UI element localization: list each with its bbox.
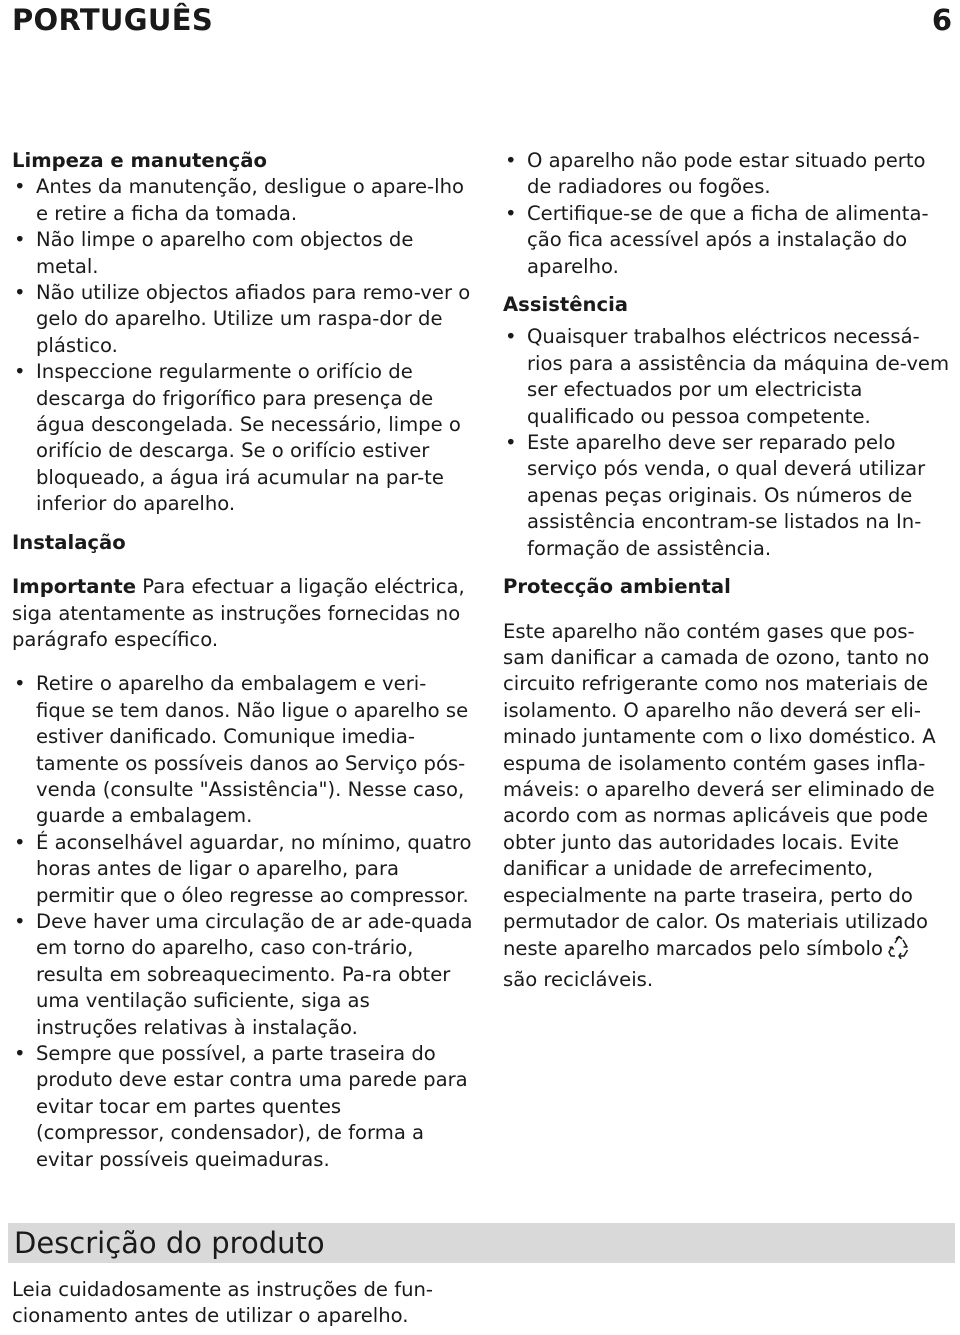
list-item: • Inspeccione regularmente o orifício de descarga do frigorífico para presença de água descongelada. Se necessário, limpe o orifício de descarga. Se o orifício estiver bloqueado, a água irá acumular na par-te inferior do aparelho. [12,359,474,517]
product-title: Descrição do produto [14,1226,325,1260]
cleaning-list [12,174,474,517]
environment-body: Este aparelho não contém gases que pos-sam danificar a camada de ozono, tanto no circuito refrigerante como nos materiais de isolamento. O aparelho não deverá ser eli-minado juntamente com o lixo doméstico. A espuma de isolamento contém gases infla-máveis: o aparelho deverá ser eliminado de acordo com as normas aplicáveis que pode obter junto das autoridades locais. Evite danificar a unidade de arrefecimento, especialmente na parte traseira, perto do permutador de calor. Os materiais utilizado neste aparelho marcados pelo símbolo [503,619,936,961]
list-item: • Sempre que possível, a parte traseira do produto deve estar contra uma parede para evitar tocar em partes quentes (compressor, condensador), de forma a evitar possíveis queimaduras. [12,1041,474,1173]
list-item: • Retire o aparelho da embalagem e veri-fique se tem danos. Não ligue o aparelho se estiver danificado. Comunique imedia-tamente os possíveis danos ao Serviço pós-venda (consulte "Assistência"). Nesse caso, guarde a embalagem. [12,671,474,829]
list-item: • É aconselhável aguardar, no mínimo, quatro horas antes de ligar o aparelho, para permitir que o óleo regresse ao compressor. [12,830,474,909]
section-title-installation: Instalação [12,530,126,554]
important-text: Para efectuar a ligação eléctrica, siga atentamente as instruções fornecidas no parágrafo específico. [12,575,465,651]
section-title-environment: Protecção ambiental [503,575,731,599]
important-label: Importante [12,575,137,599]
language-title: PORTUGUÊS [12,3,214,37]
section-title-cleaning: Limpeza e manutenção [12,149,267,172]
installation-continued-list [503,148,955,280]
list-item: • O aparelho não pode estar situado perto de radiadores ou fogões. [503,148,955,201]
important-note [12,574,474,653]
list-item: • Deve haver uma circulação de ar ade-quada em torno do aparelho, caso con-trário, resulta em sobreaquecimento. Pa-ra obter uma ventilação suficiente, siga as instruções relativas à instalação. [12,909,474,1041]
environment-text [503,619,955,994]
product-text: Leia cuidadosamente as instruções de fun-cionamento antes de utilizar o aparelho. [12,1278,433,1328]
list-item: • Quaisquer trabalhos eléctricos necessá-rios para a assistência da máquina de-vem ser efectuados por um electricista qualificado ou pessoa competente. [503,324,955,430]
list-item: • Certifique-se de que a ficha de alimenta-ção fica acessível após a instalação do aparelho. [503,201,955,280]
page-number: 6 [931,3,952,37]
recycle-icon [887,935,911,966]
environment-end: são recicláveis. [503,967,654,991]
section-band-product [8,1223,955,1263]
service-list [503,324,955,562]
section-title-service: Assistência [503,293,629,317]
left-column [12,148,474,1173]
list-item: • Antes da manutenção, desligue o apare-lho e retire a ficha da tomada. [12,174,474,227]
right-column [503,148,955,993]
installation-list [12,671,474,1173]
list-item: • Este aparelho deve ser reparado pelo serviço pós venda, o qual deverá utilizar apenas peças originais. Os números de assistência encontram-se listados na In-formação de assistência. [503,430,955,562]
list-item: • Não limpe o aparelho com objectos de metal. [12,227,474,280]
page-header [0,0,960,44]
list-item: • Não utilize objectos afiados para remo-ver o gelo do aparelho. Utilize um raspa-dor de plástico. [12,280,474,359]
